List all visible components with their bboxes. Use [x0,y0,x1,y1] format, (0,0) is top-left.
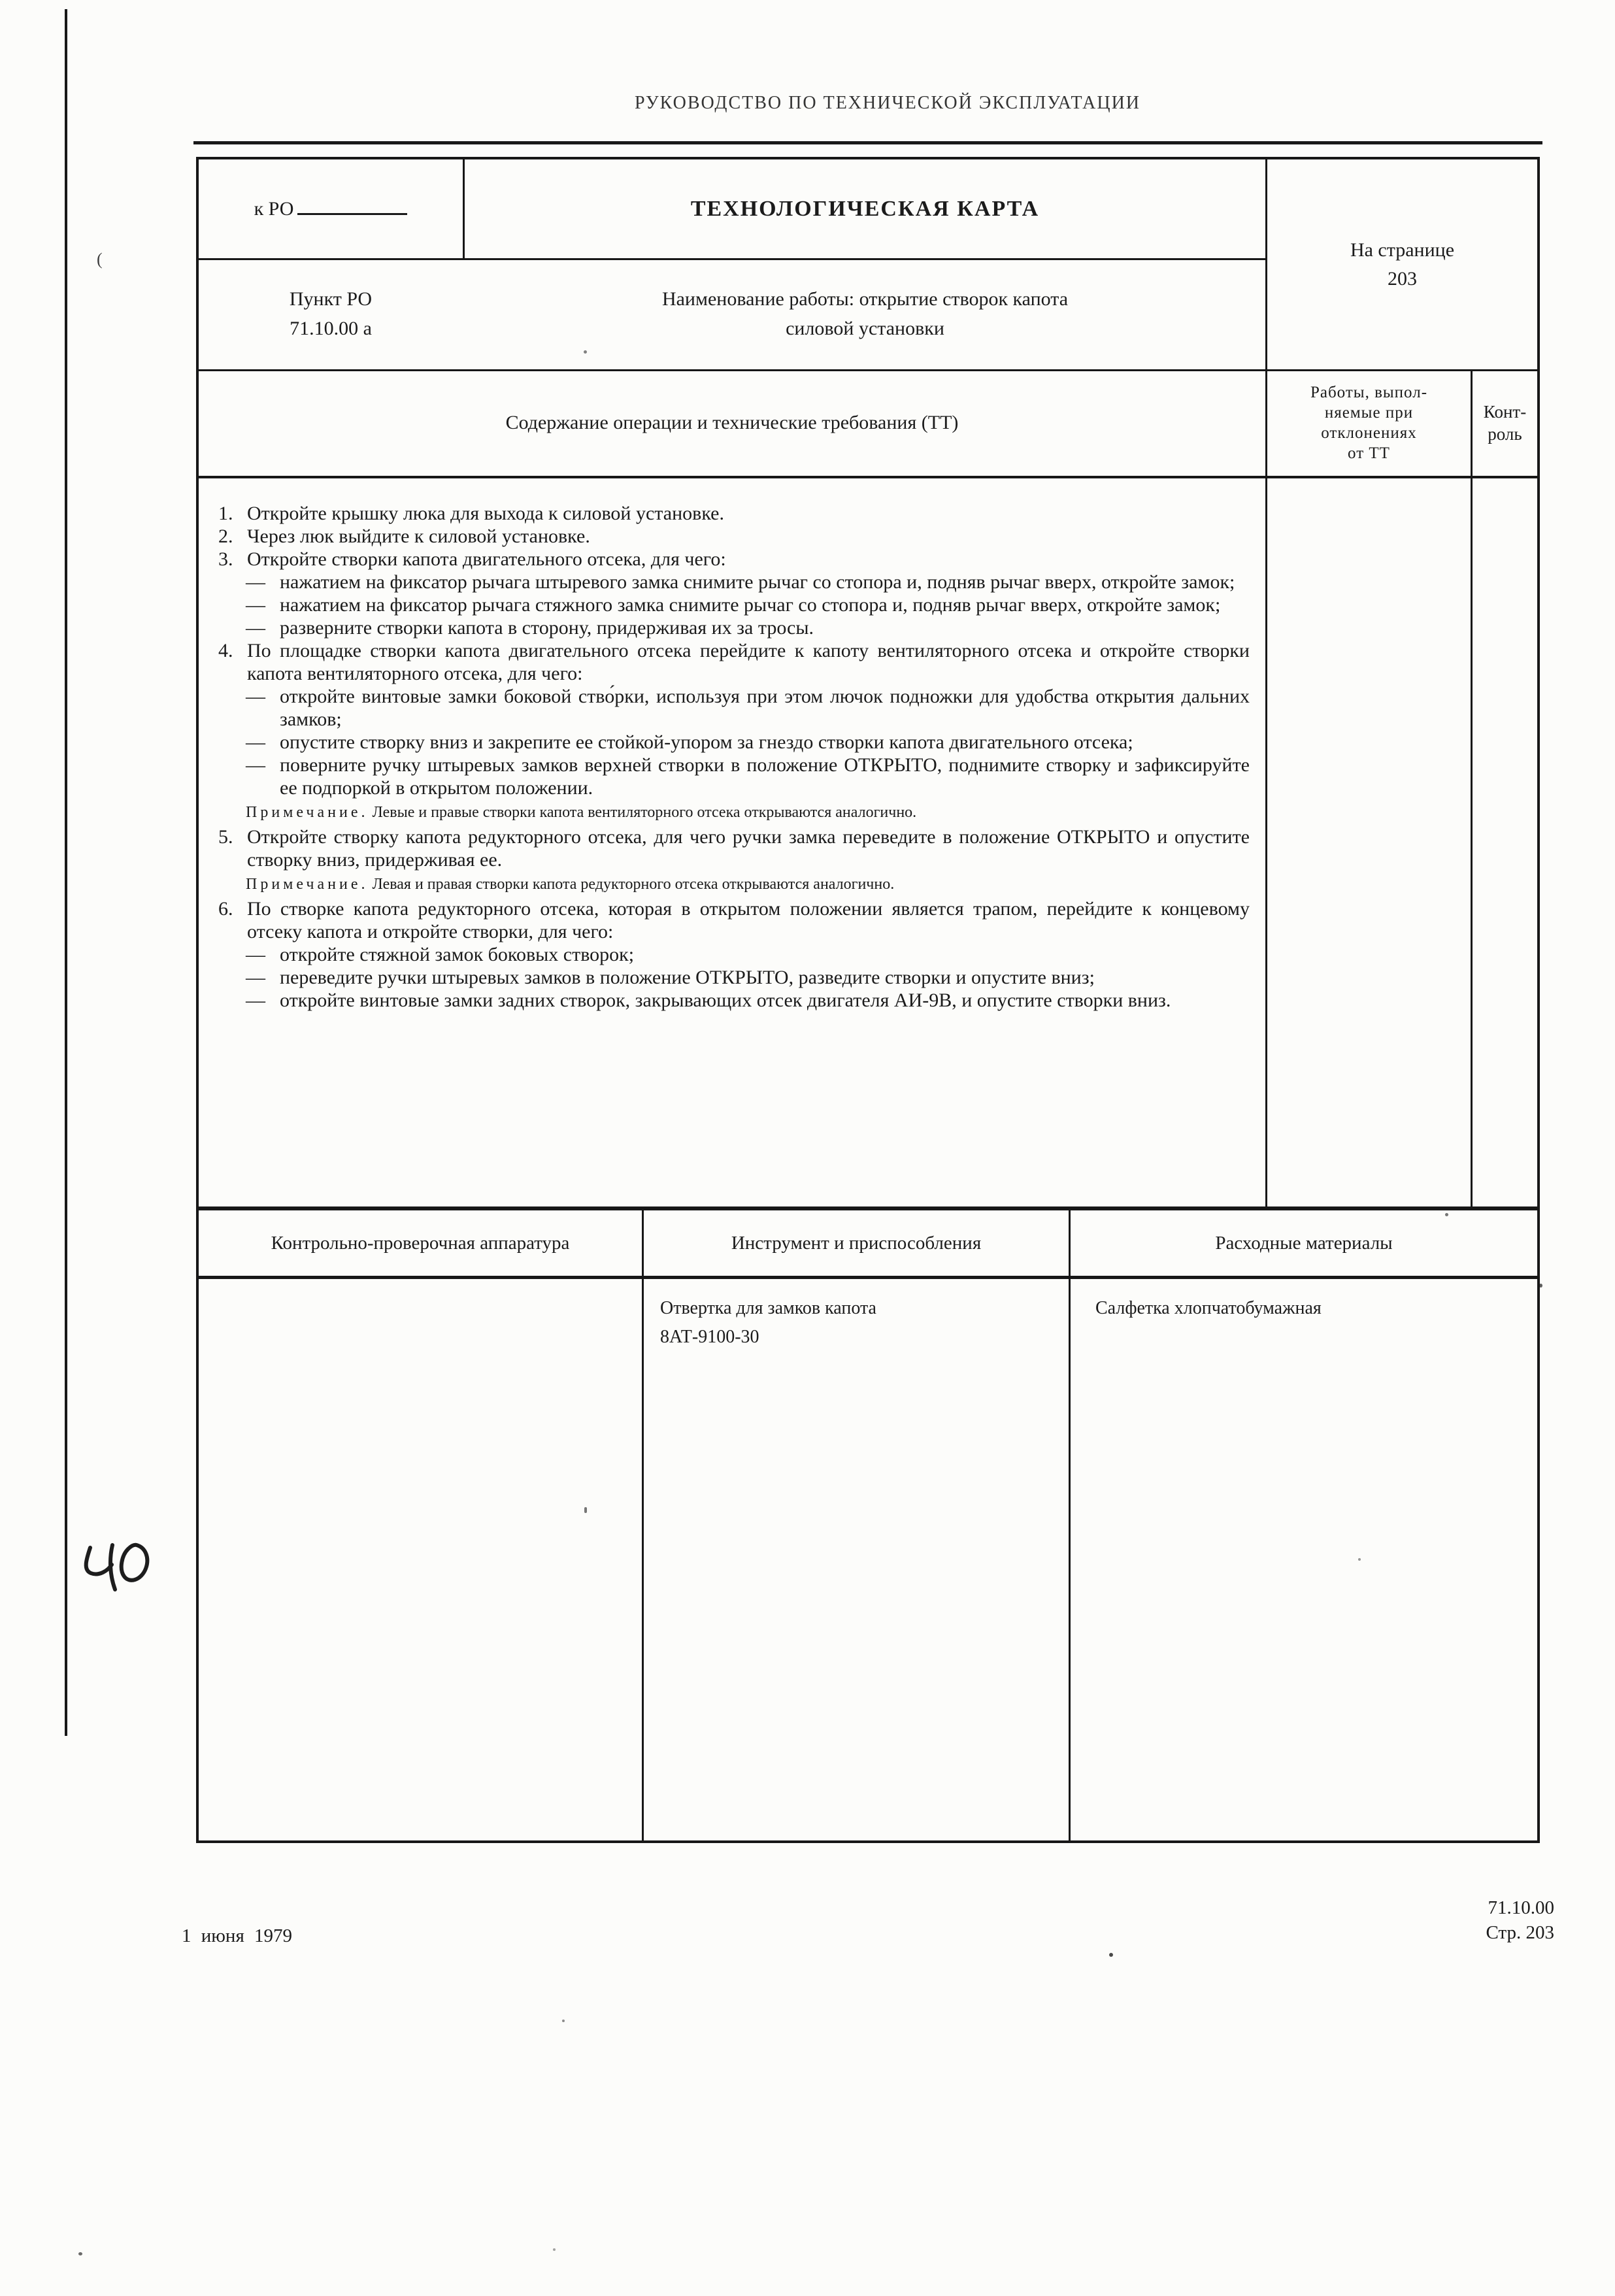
handwritten-margin-note [73,1537,152,1606]
list-subitem: — откройте винтовые замки задних створок, закрывающих отсек двигателя АИ-9В, и опустите створки вниз. [246,989,1250,1012]
work-name-line2: силовой установки [786,318,944,339]
scan-speck [562,2020,565,2022]
list-subitem: — откройте винтовые замки боковой ство́рки, используя при этом лючок подножки для удобства открытия дальних замков; [246,685,1250,731]
stray-mark: ( [97,250,103,269]
scan-speck [584,350,587,354]
card-title: ТЕХНОЛОГИЧЕСКАЯ КАРТА [690,196,1040,221]
punkt-ro-cell [199,258,463,369]
footer-doc-number: 71.10.00 [1488,1897,1554,1918]
technological-card-table [196,157,1540,1206]
left-margin-rule [65,9,67,1736]
list-item: 6. По створке капота редукторного отсека, которая в открытом положении является трапом, перейдите к концевому отсеку капота и откройте створки, для чего: [218,898,1250,942]
list-item: 2. Через люк выйдите к силовой установке. [218,525,590,547]
tools-cell: Отвертка для замков капота 8АТ-9100-30 [660,1298,876,1347]
list-subitem: — опустите створку вниз и закрепите ее стойкой-упором за гнездо створки капота двигательного отсека; [246,731,1250,754]
operations-list [217,502,1250,1012]
list-item: 4. По площадке створки капота двигательного отсека перейдите к капоту вентиляторного отсека и откройте створки капота вентиляторного отсека, для чего: [218,640,1250,684]
list-item: 3. Откройте створки капота двигательного отсека, для чего: [218,548,726,570]
divider [1471,369,1473,1206]
page-ref-label: На странице [1350,239,1455,261]
footer-doc-ref [1486,1895,1555,1945]
column-header-deviations: Работы, выпол- няемые при отклонениях от ТТ [1310,383,1428,462]
note: Примечание. Левые и правые створки капота вентиляторного отсека открываются аналогично. [246,804,917,821]
column-header-tools: Инструмент и приспособления [731,1232,982,1254]
header-rule [193,141,1542,144]
column-header-control: Конт- роль [1483,401,1527,444]
list-subitem: — откройте стяжной замок боковых створок; [246,943,1250,966]
divider [642,1210,644,1840]
running-head: РУКОВОДСТВО ПО ТЕХНИЧЕСКОЙ ЭКСПЛУАТАЦИИ [634,93,1141,113]
work-name-line1: Наименование работы: открытие створок капота [661,288,1069,310]
list-subitem: — нажатием на фиксатор рычага стяжного замка снимите рычаг со стопора и, подняв рычаг вверх, откройте замок; [246,593,1250,616]
list-subitem: — нажатием на фиксатор рычага штыревого замка снимите рычаг со стопора и, подняв рычаг вверх, откройте замок; [246,571,1250,593]
footer-page-number: Стр. 203 [1486,1922,1554,1943]
list-subitem: — поверните ручку штыревых замков верхней створки в положение ОТКРЫТО, поднимите створку и зафиксируйте ее подпоркой в открытом положении. [246,754,1250,799]
scan-speck [1358,1558,1361,1561]
list-subitem: — переведите ручки штыревых замков в положение ОТКРЫТО, разведите створки и опустите вниз; [246,966,1250,989]
scan-speck [553,2248,556,2251]
column-header-materials: Расходные материалы [1215,1232,1393,1254]
cell-k-ro [199,159,463,258]
scan-speck [1445,1213,1448,1216]
scan-speck [1109,1953,1113,1957]
list-item: 1. Откройте крышку люка для выхода к силовой установке. [218,503,724,524]
list-item: 5. Откройте створку капота редукторного отсека, для чего ручки замка переведите в положение ОТКРЫТО и опустите створку вниз, придерживая ее. [218,826,1250,871]
scan-speck [584,1507,587,1513]
column-header-contents: Содержание операции и технические требования (ТТ) [505,411,959,433]
footer-date: 1 июня 1979 [182,1925,293,1946]
list-subitem: — разверните створки капота в сторону, придерживая их за тросы. [246,616,1250,639]
scan-speck [78,2252,82,2255]
blank-fill-line [297,199,407,215]
resources-table [196,1206,1540,1843]
divider [199,476,1537,478]
materials-cell: Салфетка хлопчатобумажная [1095,1298,1322,1318]
scan-speck [1539,1284,1542,1288]
punkt-value: 71.10.00 а [290,318,372,339]
note: Примечание. Левая и правая створки капота редукторного отсека открываются аналогично. [246,876,895,893]
page-ref-value: 203 [1388,267,1417,290]
divider [199,1276,1537,1279]
handwriting-strokes [73,1537,152,1603]
column-header-test-equipment: Контрольно-проверочная аппаратура [271,1232,570,1254]
page-reference-cell [1267,159,1537,369]
divider [1069,1210,1071,1840]
punkt-label: Пункт РО [289,288,373,310]
k-ro-label: к РО [254,197,294,220]
